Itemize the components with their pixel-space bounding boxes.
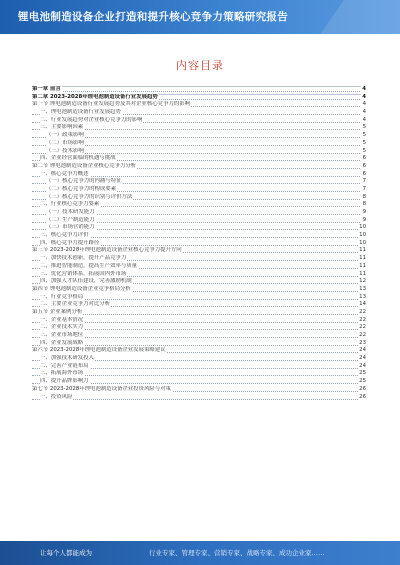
toc-entry-label: 三、优化营销体系，拓展国内外市场	[40, 270, 127, 277]
toc-entry-label: 一、核心竞争力概述	[40, 170, 89, 177]
toc-entry[interactable]	[32, 355, 366, 363]
toc-entry[interactable]	[32, 109, 366, 117]
toc-entry-page: 25	[359, 378, 366, 385]
toc-entry-label: 四、核心竞争力提升路径	[40, 239, 100, 246]
toc-entry[interactable]	[32, 255, 366, 263]
toc-entry-label: 二、推进智能制造，提高生产效率与质量	[40, 262, 138, 269]
toc-entry-label: 一、加快技术创新，提升产品竞争力	[40, 255, 127, 262]
toc-entry-label: 第四节 锂电池制造设备企业竞争格局分析	[32, 285, 131, 292]
toc-entry-label: （三）市场营销能力	[46, 224, 95, 231]
toc-entry[interactable]	[32, 247, 366, 255]
toc-entry-label: 二、行业核心竞争力要素	[40, 201, 100, 208]
toc-entry-label: 一、行业竞争格局	[40, 293, 84, 300]
toc-entry-page: 6	[362, 170, 366, 177]
toc-leader-dots	[32, 91, 360, 92]
toc-entry[interactable]	[32, 263, 366, 271]
toc-entry[interactable]	[32, 394, 366, 402]
toc-entry-label: 第二章 2023-2028年锂电池制造设备行业发展趋势	[32, 93, 158, 100]
toc-entry[interactable]	[32, 194, 366, 202]
toc-entry-page: 4	[362, 101, 366, 108]
toc-entry-page: 11	[359, 262, 366, 269]
toc-entry-page: 13	[359, 293, 366, 300]
toc-entry-label: 第五节 企业案例分析	[32, 308, 83, 315]
toc-entry-label: 第六节 2023-2028年锂电池制造设备企业发展策略建议	[32, 347, 166, 354]
toc-entry-label: 第一章 前言	[32, 86, 61, 92]
report-header	[0, 0, 400, 34]
toc-entry[interactable]	[32, 224, 366, 232]
toc-entry[interactable]	[32, 278, 366, 286]
toc-entry-page: 24	[359, 362, 366, 369]
toc-entry-page: 4	[362, 93, 366, 100]
toc-entry-label: 二、主要企业竞争力对比分析	[40, 301, 111, 308]
toc-entry-page: 7	[362, 185, 366, 192]
toc-entry[interactable]	[32, 317, 366, 325]
toc-entry[interactable]	[32, 94, 366, 102]
toc-entry[interactable]	[32, 240, 366, 248]
toc-entry-page: 13	[359, 285, 366, 292]
toc-entry[interactable]	[32, 155, 366, 163]
toc-entry-page: 24	[359, 355, 366, 362]
toc-entry-page: 23	[359, 339, 366, 346]
page-footer	[0, 541, 400, 565]
toc-entry[interactable]	[32, 117, 366, 125]
toc-entry[interactable]	[32, 101, 366, 109]
toc-entry-label: 三、拓展海外市场	[40, 370, 84, 377]
toc-entry-label: 四、企业经营面临的机遇与挑战	[40, 155, 116, 162]
table-of-contents	[32, 86, 366, 401]
toc-entry-label: 二、完善产业链布局	[40, 362, 89, 369]
toc-entry[interactable]	[32, 386, 366, 394]
toc-entry-label: （二）核心竞争力的构成要素	[46, 185, 117, 192]
toc-entry-label: 一、加强技术研发投入	[40, 355, 94, 362]
toc-entry-page: 10	[359, 232, 366, 239]
toc-entry[interactable]	[32, 309, 366, 317]
toc-entry[interactable]	[32, 86, 366, 94]
toc-entry-page: 10	[359, 239, 366, 246]
toc-entry-page: 5	[362, 139, 366, 146]
toc-entry-page: 22	[359, 324, 366, 331]
toc-entry[interactable]	[32, 324, 366, 332]
toc-entry-page: 5	[362, 132, 366, 139]
toc-entry[interactable]	[32, 347, 366, 355]
toc-entry-page: 12	[359, 278, 366, 285]
toc-entry[interactable]	[32, 378, 366, 386]
toc-entry-label: 第二节 锂电池制造设备企业核心竞争力分析	[32, 162, 137, 169]
toc-entry-label: 三、企业市场地位	[40, 332, 84, 338]
toc-entry-label: 四、企业发展战略	[40, 339, 84, 346]
toc-entry-page: 10	[359, 224, 366, 231]
footer-roles: 行业专家、管理专家、营销专家、战略专家、成功企业家……	[149, 549, 325, 557]
toc-entry-page: 4	[362, 86, 366, 92]
toc-entry-page: 14	[359, 301, 366, 308]
toc-entry[interactable]	[32, 209, 366, 217]
toc-entry-label: 三、核心竞争力评价	[40, 232, 89, 239]
toc-entry-label: 第七节 2023-2028年锂电池制造设备企业投资风险与对策	[32, 385, 171, 392]
toc-entry-page: 8	[362, 193, 366, 200]
toc-entry-page: 11	[359, 247, 366, 254]
toc-entry-page: 22	[359, 316, 366, 323]
toc-entry[interactable]	[32, 132, 366, 140]
toc-entry[interactable]	[32, 171, 366, 179]
toc-entry-label: 三、主要影响因素	[40, 124, 84, 131]
toc-entry-label: （一）技术研发能力	[46, 209, 95, 215]
toc-entry-label: （二）生产制造能力	[46, 216, 95, 223]
toc-entry-label: 一、锂电池制造设备行业发展趋势	[40, 109, 121, 116]
toc-entry-page: 11	[359, 270, 366, 277]
toc-entry-page: 6	[362, 155, 366, 162]
toc-entry-page: 8	[362, 201, 366, 208]
toc-entry[interactable]	[32, 140, 366, 148]
toc-entry-label: 第三节 2023-2028年锂电池制造设备企业核心竞争力提升方向	[32, 247, 182, 254]
toc-entry-page: 11	[359, 255, 366, 262]
toc-entry-page: 4	[362, 109, 366, 116]
toc-entry[interactable]	[32, 294, 366, 302]
toc-entry-label: （一）核心竞争力的内涵与特征	[46, 178, 122, 185]
toc-entry-label: 四、加强人才队伍建设，完善激励机制	[40, 278, 132, 285]
toc-entry-page: 24	[359, 347, 366, 354]
toc-entry-label: 二、行业发展趋势对企业核心竞争力的影响	[40, 116, 143, 123]
toc-entry[interactable]	[32, 163, 366, 171]
toc-entry[interactable]	[32, 271, 366, 279]
toc-entry[interactable]	[32, 232, 366, 240]
toc-entry[interactable]	[32, 340, 366, 348]
toc-entry-page: 25	[359, 370, 366, 377]
toc-entry-label: 一、投资风险	[40, 393, 73, 400]
toc-entry-page: 4	[362, 116, 366, 123]
toc-entry[interactable]	[32, 301, 366, 309]
toc-entry-page: 5	[362, 124, 366, 131]
toc-entry-page: 9	[362, 216, 366, 223]
toc-entry-page: 26	[359, 385, 366, 392]
toc-entry-label: 第一节 锂电池制造设备行业发展趋势及其对企业核心竞争力的影响	[32, 101, 191, 108]
toc-entry-page: 26	[359, 393, 366, 400]
toc-entry[interactable]	[32, 363, 366, 371]
toc-entry-label: （一）政策影响	[46, 132, 84, 139]
footer-slogan: 让每个人都能成为	[40, 549, 92, 557]
toc-entry-label: （三）技术影响	[46, 147, 84, 154]
toc-entry-label: 二、企业技术实力	[40, 324, 84, 331]
toc-entry[interactable]	[32, 370, 366, 378]
toc-entry-label: （二）市场影响	[46, 139, 84, 146]
toc-entry-page: 5	[362, 147, 366, 154]
toc-heading: 内容目录	[176, 59, 224, 72]
toc-entry[interactable]	[32, 178, 366, 186]
report-title: 锂电池制造设备企业打造和提升核心竞争力策略研究报告	[18, 11, 288, 23]
toc-entry-page: 22	[359, 332, 366, 338]
toc-entry-label: 一、企业基本情况	[40, 316, 84, 323]
toc-entry[interactable]	[32, 217, 366, 225]
toc-entry-label: （三）核心竞争力的识别与评价方法	[46, 193, 133, 200]
toc-entry[interactable]	[32, 332, 366, 340]
toc-entry-page: 22	[359, 308, 366, 315]
toc-entry[interactable]	[32, 148, 366, 156]
toc-entry-page: 6	[362, 162, 366, 169]
toc-entry-label: 四、提升品牌影响力	[40, 378, 89, 385]
toc-entry[interactable]	[32, 201, 366, 209]
toc-entry[interactable]	[32, 186, 366, 194]
toc-entry[interactable]	[32, 286, 366, 294]
toc-entry-page: 7	[362, 178, 366, 185]
toc-leader-dots	[32, 399, 360, 400]
toc-entry-page: 9	[362, 209, 366, 215]
toc-entry[interactable]	[32, 124, 366, 132]
